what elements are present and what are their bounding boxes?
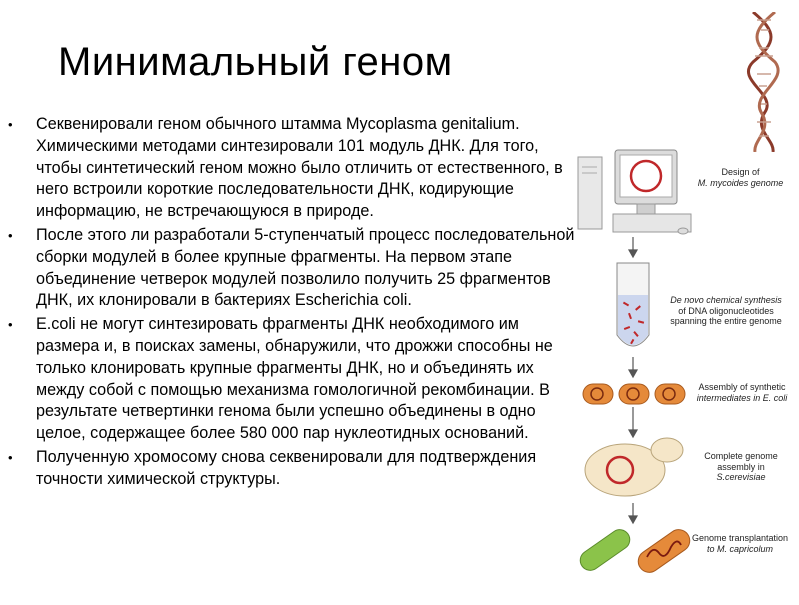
synthesis-process-diagram [575, 145, 799, 600]
bullet-marker: • [8, 449, 13, 465]
bullet-text: E.coli не могут синтезировать фрагменты ДНК необходимого им размера и, в поисках замены, обнаружили, что дрожжи способны не только клонировать крупные фрагменты ДНК, но и объединять их между собой с помощью механизма гомологичной рекомбинации. В результате четвертинки генома были успешно объединены в одно целое, содержащее более 580 000 пар нуклеотидных оснований. [36, 315, 553, 443]
bullet-item [8, 225, 583, 312]
step-caption-transplantation: Genome transplantation to M. capricolum [691, 533, 789, 554]
bullet-item [8, 114, 583, 223]
step-caption-assembly-yeast: Complete genome assembly in S.cerevisiae [704, 451, 778, 482]
dna-helix-icon [745, 12, 785, 152]
bullet-marker: • [8, 317, 13, 333]
bullet-list [8, 114, 583, 493]
yeast-cell-icon [585, 438, 683, 496]
computer-icon [578, 150, 691, 234]
step-caption-synthesis: De novo chemical synthesis of DNA oligonucleotides spanning the entire genome [670, 295, 782, 326]
bullet-text: После этого ли разработали 5-ступенчатый процесс последовательной сборки модулей в более крупные фрагменты. На первом этапе объединение четверок модулей позволило получить 25 фрагментов ДНК, их клонировали в бактериях Escherichia coli. [36, 225, 575, 310]
slide-title: Минимальный геном [58, 40, 453, 84]
bullet-marker: • [8, 227, 13, 243]
bullet-text: Полученную хромосому снова секвенировали для подтверждения точности химической структуры. [36, 447, 537, 488]
process-illustration [575, 145, 799, 600]
step-caption-design: Design of M. mycoides genome [697, 167, 784, 188]
cell-transplant-icon [576, 525, 694, 576]
step-caption-assembly-ecoli: Assembly of synthetic intermediates in E. coli [696, 382, 788, 403]
bullet-item [8, 314, 583, 445]
bullet-item [8, 447, 583, 491]
bullet-marker: • [8, 117, 13, 132]
test-tube-icon [617, 263, 649, 346]
ecoli-bacteria-icon [583, 384, 685, 404]
bullet-text: Секвенировали геном обычного штамма Mycoplasma genitalium. Химическими методами синтезировали 101 модуль ДНК. Для того, чтобы синтетический геном можно было отличить от естественного, в него встроили короткие последовательности ДНК, кодирующие информацию, не встречающуюся в природе. [36, 115, 563, 221]
